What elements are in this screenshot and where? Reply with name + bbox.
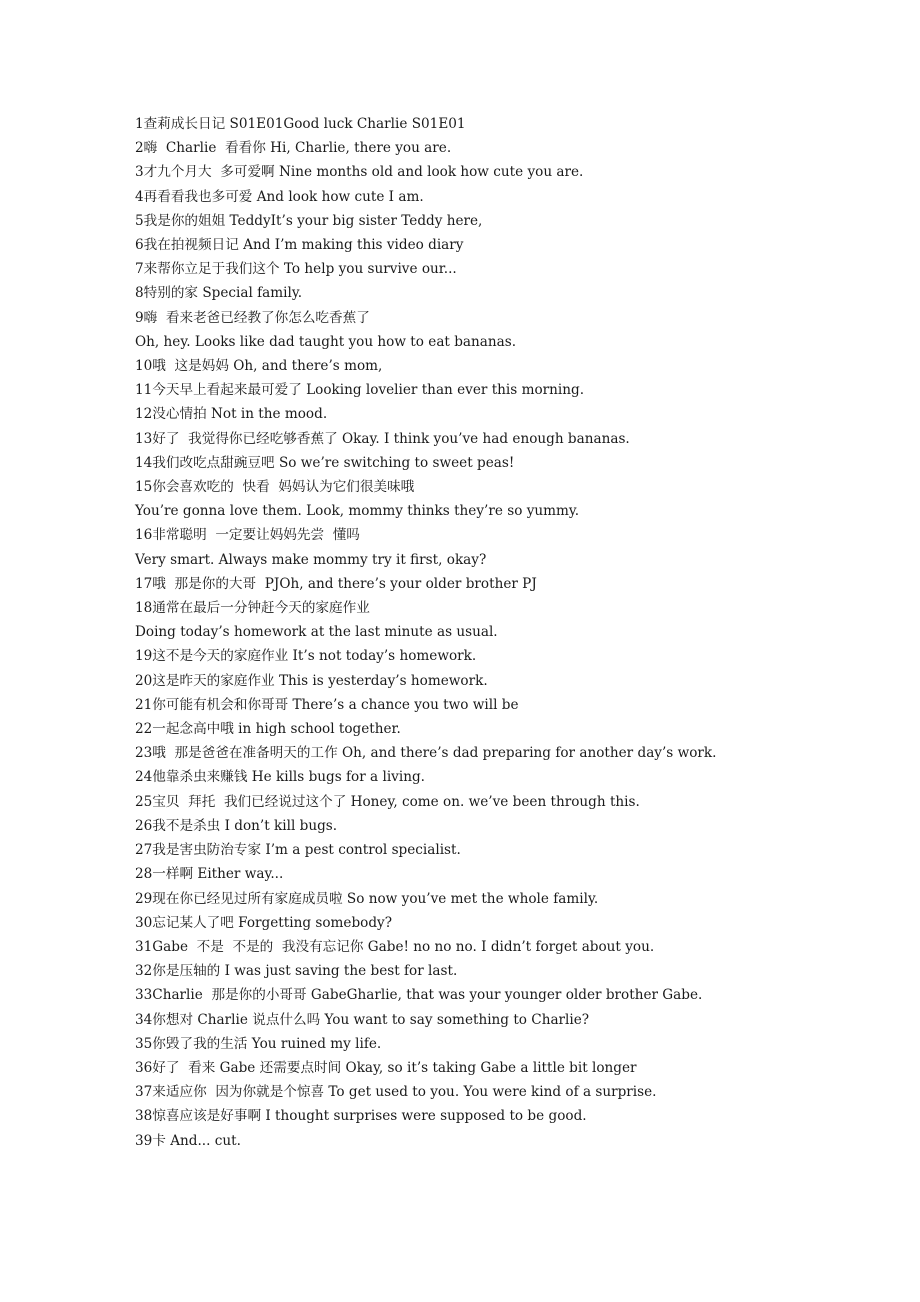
transcript-line: 7来帮你立足于我们这个 To help you survive our...: [135, 261, 457, 278]
transcript-line: 16非常聪明 一定要让妈妈先尝 懂吗: [135, 527, 360, 544]
transcript-line: You’re gonna love them. Look, mommy thinks they’re so yummy.: [135, 503, 580, 520]
transcript-line: 20这是昨天的家庭作业 This is yesterday’s homework.: [135, 672, 488, 689]
transcript-line: 39卡 And... cut.: [135, 1132, 241, 1149]
transcript-line: 2嗨 Charlie 看看你 Hi, Charlie, there you are.: [135, 140, 452, 157]
transcript-line: 37来适应你 因为你就是个惊喜 To get used to you. You were kind of a surprise.: [135, 1084, 657, 1101]
transcript-line: Doing today’s homework at the last minute as usual.: [135, 624, 498, 641]
transcript-line: 17哦 那是你的大哥 PJOh, and there’s your older brother PJ: [135, 575, 537, 592]
transcript-line: 12没心情拍 Not in the mood.: [135, 406, 328, 423]
transcript-line: 21你可能有机会和你哥哥 There’s a chance you two will be: [135, 696, 519, 713]
transcript-line: 9嗨 看来老爸已经教了你怎么吃香蕉了: [135, 309, 370, 326]
transcript-line: 35你毁了我的生活 You ruined my life.: [135, 1035, 382, 1052]
transcript-line: 3才九个月大 多可爱啊 Nine months old and look how cute you are.: [135, 164, 584, 181]
transcript-line: 4再看看我也多可爱 And look how cute I am.: [135, 188, 424, 205]
transcript-line: 15你会喜欢吃的 快看 妈妈认为它们很美味哦: [135, 479, 415, 496]
transcript-line: Very smart. Always make mommy try it first, okay?: [135, 551, 487, 568]
transcript-line: 11今天早上看起来最可爱了 Looking lovelier than ever this morning.: [135, 382, 585, 399]
transcript-line: 23哦 那是爸爸在准备明天的工作 Oh, and there’s dad preparing for another day’s work.: [135, 745, 717, 762]
transcript-line: 34你想对 Charlie 说点什么吗 You want to say something to Charlie?: [135, 1011, 590, 1028]
subtitle-transcript: [135, 112, 795, 1153]
transcript-line: 5我是你的姐姐 TeddyIt’s your big sister Teddy here,: [135, 212, 483, 229]
transcript-line: 18通常在最后一分钟赶今天的家庭作业: [135, 600, 370, 617]
transcript-line: 28一样啊 Either way...: [135, 866, 284, 883]
transcript-line: 36好了 看来 Gabe 还需要点时间 Okay, so it’s taking Gabe a little bit longer: [135, 1059, 637, 1076]
transcript-line: 8特别的家 Special family.: [135, 285, 303, 302]
transcript-line: 10哦 这是妈妈 Oh, and there’s mom,: [135, 358, 383, 375]
transcript-line: 22一起念高中哦 in high school together.: [135, 721, 401, 738]
transcript-line: 1查莉成长日记 S01E01Good luck Charlie S01E01: [135, 116, 466, 132]
transcript-line: 24他靠杀虫来赚钱 He kills bugs for a living.: [135, 769, 425, 786]
transcript-line: 29现在你已经见过所有家庭成员啦 So now you’ve met the whole family.: [135, 890, 599, 907]
transcript-line: 27我是害虫防治专家 I’m a pest control specialist.: [135, 842, 461, 859]
transcript-line: 33Charlie 那是你的小哥哥 GabeGharlie, that was your younger older brother Gabe.: [135, 987, 703, 1004]
transcript-line: 26我不是杀虫 I don’t kill bugs.: [135, 817, 338, 834]
transcript-line: 25宝贝 拜托 我们已经说过这个了 Honey, come on. we’ve been through this.: [135, 793, 640, 810]
transcript-line: Oh, hey. Looks like dad taught you how to eat bananas.: [135, 333, 517, 350]
transcript-line: 14我们改吃点甜豌豆吧 So we’re switching to sweet peas!: [135, 454, 515, 471]
transcript-line: 6我在拍视频日记 And I’m making this video diary: [135, 237, 464, 254]
transcript-line: 38惊喜应该是好事啊 I thought surprises were supposed to be good.: [135, 1108, 587, 1125]
transcript-line: 30忘记某人了吧 Forgetting somebody?: [135, 914, 392, 931]
transcript-line: 32你是压轴的 I was just saving the best for last.: [135, 963, 458, 980]
transcript-line: 19这不是今天的家庭作业 It’s not today’s homework.: [135, 648, 477, 665]
transcript-line: 31Gabe 不是 不是的 我没有忘记你 Gabe! no no no. I didn’t forget about you.: [135, 938, 655, 955]
transcript-line: 13好了 我觉得你已经吃够香蕉了 Okay. I think you’ve had enough bananas.: [135, 430, 630, 447]
